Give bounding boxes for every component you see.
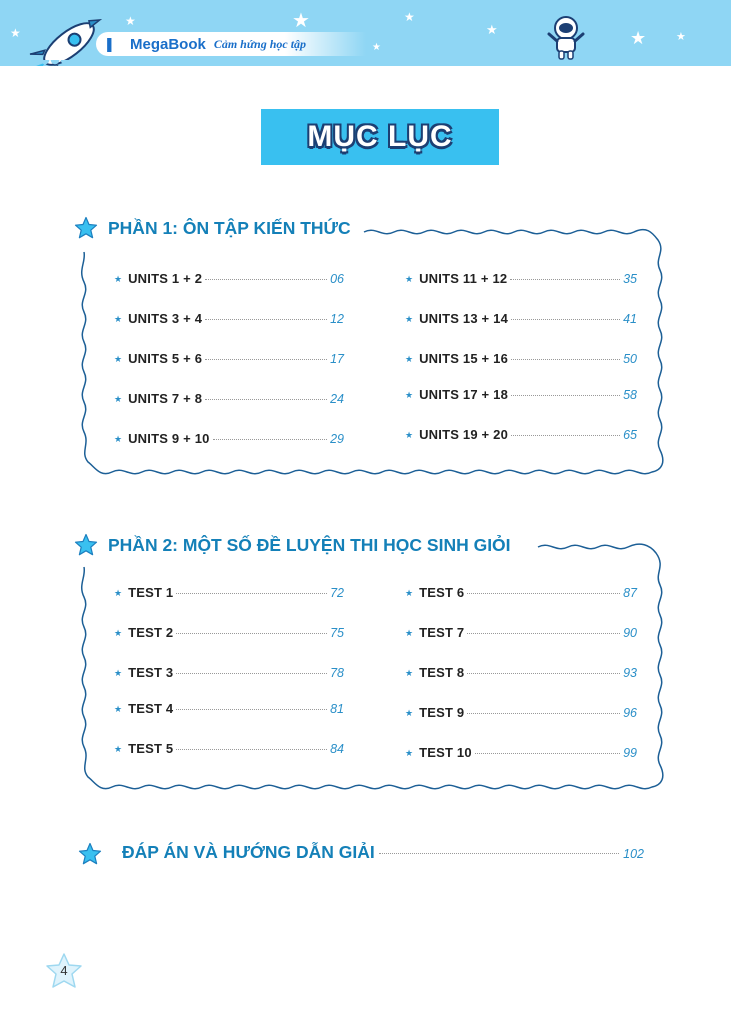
bullet-star-icon: ★ — [114, 744, 123, 754]
leader-dots — [213, 439, 327, 440]
entry-label: TEST 4 — [128, 701, 174, 716]
entry-page: 99 — [623, 746, 637, 760]
entry-page: 41 — [623, 312, 637, 326]
star-icon: ★ — [676, 31, 686, 43]
entry-label: UNITS 1 + 2 — [128, 271, 203, 286]
entry-page: 12 — [330, 312, 344, 326]
bullet-star-icon: ★ — [405, 748, 414, 758]
entry-page: 50 — [623, 352, 637, 366]
star-icon: ★ — [292, 10, 310, 32]
bullet-star-icon: ★ — [114, 628, 123, 638]
brand-tagline: Cảm hứng học tập — [213, 36, 307, 51]
page-number: 4 — [60, 963, 68, 978]
entry-label: TEST 6 — [419, 585, 465, 600]
entry-page: 58 — [623, 388, 637, 402]
brand-bar — [96, 32, 366, 56]
toc-entry[interactable] — [405, 351, 637, 366]
toc-entry[interactable] — [114, 271, 344, 286]
bullet-star-icon: ★ — [114, 274, 123, 284]
toc-entry[interactable] — [405, 745, 637, 760]
star-icon: ★ — [10, 26, 21, 40]
star-icon: ★ — [486, 22, 498, 37]
toc-entry[interactable] — [114, 311, 344, 326]
brand-logo-mark: ||| — [106, 36, 110, 53]
toc-entry[interactable] — [114, 625, 344, 640]
leader-dots — [467, 593, 620, 594]
leader-dots — [511, 359, 620, 360]
star-icon — [78, 842, 102, 866]
entry-label: TEST 8 — [419, 665, 465, 680]
header-banner — [0, 0, 731, 66]
leader-dots — [205, 359, 327, 360]
bullet-star-icon: ★ — [114, 588, 123, 598]
toc-entry[interactable] — [114, 741, 344, 756]
toc-entry[interactable] — [114, 351, 344, 366]
bullet-star-icon: ★ — [405, 708, 414, 718]
bullet-star-icon: ★ — [114, 314, 123, 324]
leader-dots — [510, 279, 620, 280]
entry-page: 87 — [623, 586, 637, 600]
entry-label: UNITS 17 + 18 — [419, 387, 509, 402]
toc-entry[interactable] — [114, 585, 344, 600]
toc-title-box — [261, 109, 499, 165]
bullet-star-icon: ★ — [405, 588, 414, 598]
part1-title[interactable]: PHẦN 1: ÔN TẬP KIẾN THỨC — [108, 217, 351, 238]
bullet-star-icon: ★ — [114, 434, 123, 444]
toc-entry[interactable] — [405, 705, 637, 720]
entry-page: 75 — [330, 626, 344, 640]
toc-entry[interactable] — [405, 427, 637, 442]
bullet-star-icon: ★ — [114, 394, 123, 404]
entry-label: TEST 10 — [419, 745, 472, 760]
entry-label: UNITS 15 + 16 — [419, 351, 509, 366]
leader-dots — [511, 395, 620, 396]
toc-entry[interactable] — [114, 391, 344, 406]
bullet-star-icon: ★ — [114, 354, 123, 364]
bullet-star-icon: ★ — [405, 668, 414, 678]
toc-entry[interactable] — [405, 585, 637, 600]
header-scallop-edge — [0, 60, 731, 70]
entry-page: 81 — [330, 702, 344, 716]
entry-page: 24 — [330, 392, 344, 406]
leader-dots — [467, 673, 620, 674]
entry-label: UNITS 9 + 10 — [128, 431, 210, 446]
entry-label: UNITS 19 + 20 — [419, 427, 509, 442]
bullet-star-icon: ★ — [405, 354, 414, 364]
leader-dots — [176, 709, 327, 710]
entry-label: TEST 2 — [128, 625, 174, 640]
toc-entry[interactable] — [405, 271, 637, 286]
answers-page: 102 — [623, 847, 644, 861]
brand-name: MegaBook — [130, 35, 206, 53]
star-icon: ★ — [630, 28, 647, 48]
leader-dots — [511, 319, 620, 320]
entry-page: 93 — [623, 666, 637, 680]
entry-page: 65 — [623, 428, 637, 442]
leader-dots — [205, 279, 327, 280]
bullet-star-icon: ★ — [405, 628, 414, 638]
star-icon: ★ — [372, 42, 381, 53]
bullet-star-icon: ★ — [114, 668, 123, 678]
leader-dots — [475, 753, 620, 754]
leader-dots — [467, 713, 620, 714]
bullet-star-icon: ★ — [405, 274, 414, 284]
entry-label: TEST 3 — [128, 665, 174, 680]
toc-entry[interactable] — [405, 665, 637, 680]
toc-entry[interactable] — [114, 665, 344, 680]
entry-label: UNITS 5 + 6 — [128, 351, 203, 366]
toc-entry[interactable] — [114, 701, 344, 716]
answers-label: ĐÁP ÁN VÀ HƯỚNG DẪN GIẢI — [122, 842, 375, 862]
toc-entry[interactable] — [405, 625, 637, 640]
entry-label: UNITS 3 + 4 — [128, 311, 203, 326]
part2-title[interactable]: PHẦN 2: MỘT SỐ ĐỀ LUYỆN THI HỌC SINH GIỎI — [108, 534, 511, 555]
entry-label: UNITS 13 + 14 — [419, 311, 509, 326]
entry-page: 29 — [330, 432, 344, 446]
entry-page: 84 — [330, 742, 344, 756]
entry-page: 72 — [330, 586, 344, 600]
entry-page: 17 — [330, 352, 344, 366]
entry-label: TEST 7 — [419, 625, 465, 640]
toc-entry[interactable] — [405, 311, 637, 326]
toc-entry[interactable] — [114, 431, 344, 446]
star-icon: ★ — [125, 14, 136, 28]
entry-page: 06 — [330, 272, 344, 286]
entry-label: TEST 1 — [128, 585, 174, 600]
toc-entry[interactable] — [405, 387, 637, 402]
page-title: MỤC LỤC — [307, 120, 453, 153]
leader-dots — [467, 633, 620, 634]
entry-page: 35 — [623, 272, 637, 286]
entry-label: UNITS 11 + 12 — [419, 271, 508, 286]
entry-label: UNITS 7 + 8 — [128, 391, 203, 406]
leader-dots — [176, 593, 327, 594]
leader-dots — [205, 399, 327, 400]
page-number-badge — [44, 952, 84, 990]
astronaut-icon — [546, 14, 586, 62]
leader-dots — [176, 673, 327, 674]
answers-entry[interactable] — [78, 842, 644, 866]
leader-dots — [379, 853, 619, 854]
entry-page: 78 — [330, 666, 344, 680]
star-icon: ★ — [404, 10, 415, 24]
bullet-star-icon: ★ — [405, 390, 414, 400]
leader-dots — [205, 319, 327, 320]
entry-page: 90 — [623, 626, 637, 640]
entry-label: TEST 9 — [419, 705, 465, 720]
leader-dots — [176, 633, 327, 634]
bullet-star-icon: ★ — [405, 430, 414, 440]
bullet-star-icon: ★ — [405, 314, 414, 324]
entry-label: TEST 5 — [128, 741, 174, 756]
leader-dots — [511, 435, 620, 436]
entry-page: 96 — [623, 706, 637, 720]
leader-dots — [176, 749, 327, 750]
bullet-star-icon: ★ — [114, 704, 123, 714]
rocket-icon — [26, 14, 112, 66]
